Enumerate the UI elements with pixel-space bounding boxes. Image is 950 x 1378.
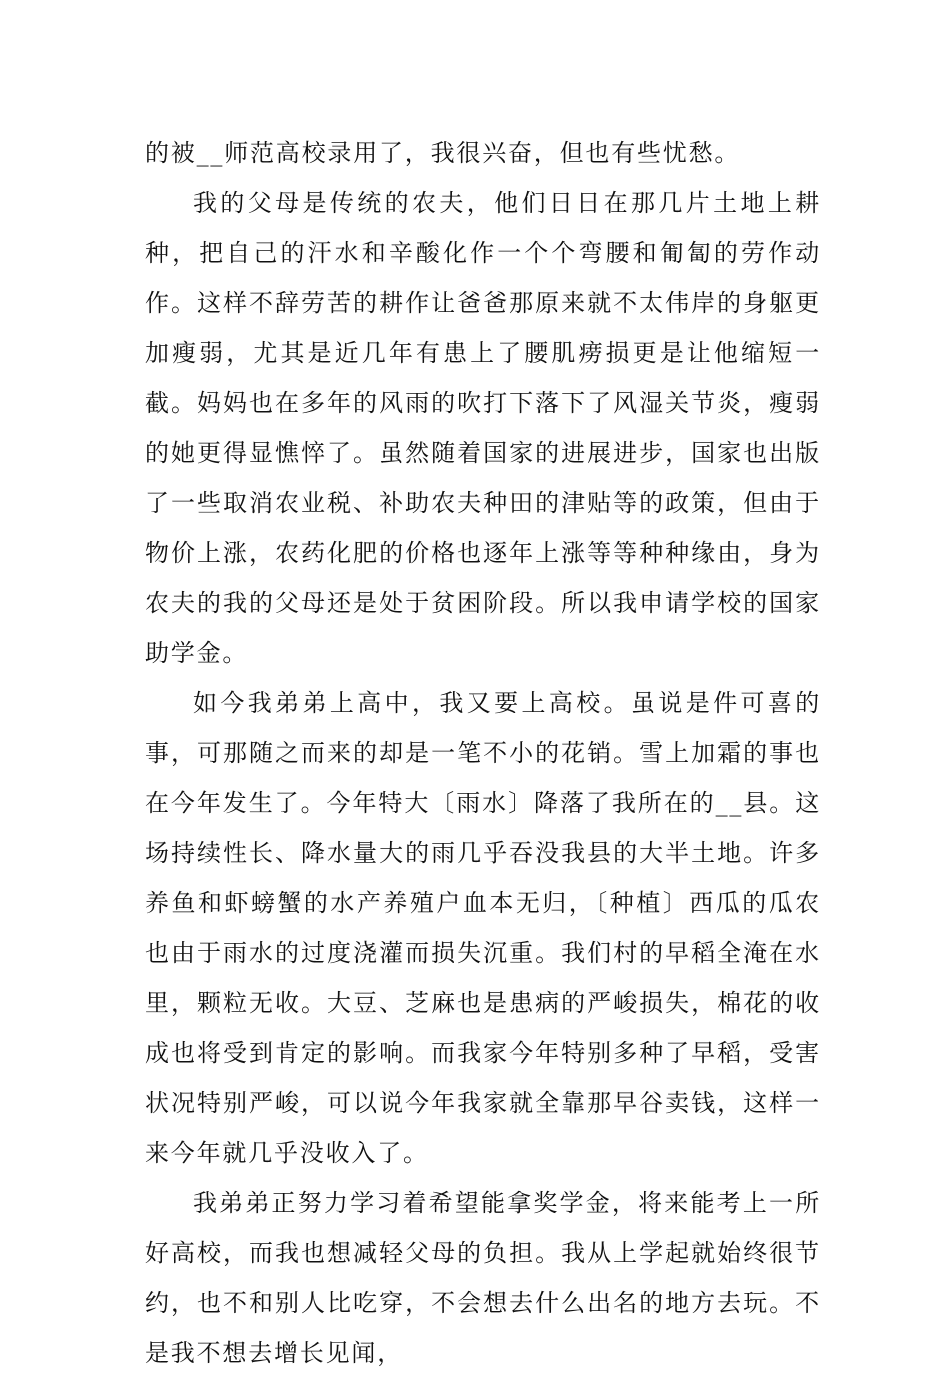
document-body	[145, 128, 821, 1378]
paragraph-2: 我的父母是传统的农夫，他们日日在那几片土地上耕种，把自己的汗水和辛酸化作一个个弯腰和匍匐的劳作动作。这样不辞劳苦的耕作让爸爸那原来就不太伟岸的身躯更加瘦弱，尤其是近几年有患上了腰肌痨损更是让他缩短一截。妈妈也在多年的风雨的吹打下落下了风湿关节炎，瘦弱的她更得显憔悴了。虽然随着国家的进展进步，国家也出版了一些取消农业税、补助农夫种田的津贴等的政策，但由于物价上涨，农药化肥的价格也逐年上涨等等种种缘由，身为农夫的我的父母还是处于贫困阶段。所以我申请学校的国家助学金。	[145, 189, 821, 667]
paragraph-4: 我弟弟正努力学习着希望能拿奖学金，将来能考上一所好高校，而我也想减轻父母的负担。我从上学起就始终很节约，也不和别人比吃穿，不会想去什么出名的地方去玩。不是我不想去增长见闻，	[145, 1189, 821, 1367]
paragraph-3: 如今我弟弟上高中，我又要上高校。虽说是件可喜的事，可那随之而来的却是一笔不小的花销。雪上加霜的事也在今年发生了。今年特大〔雨水〕降落了我所在的__县。这场持续性长、降水量大的雨几乎吞没我县的大半土地。许多养鱼和虾螃蟹的水产养殖户血本无归，〔种植〕西瓜的瓜农也由于雨水的过度浇灌而损失沉重。我们村的早稻全淹在水里，颗粒无收。大豆、芝麻也是患病的严峻损失，棉花的收成也将受到肯定的影响。而我家今年特别多种了早稻，受害状况特别严峻，可以说今年我家就全靠那早谷卖钱，这样一来今年就几乎没收入了。	[145, 689, 821, 1167]
paragraph-1: 的被__师范高校录用了，我很兴奋，但也有些忧愁。	[145, 139, 741, 167]
